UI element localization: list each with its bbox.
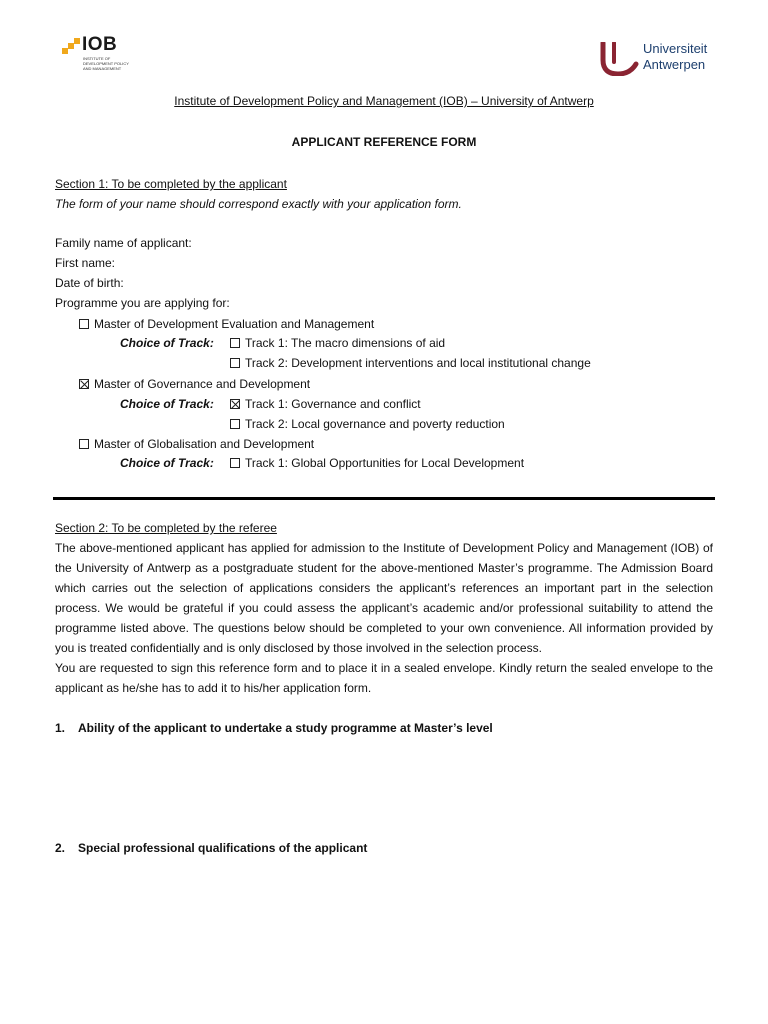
programme-option-mdem[interactable] [79, 317, 374, 331]
institution-heading: Institute of Development Policy and Management (IOB) – University of Antwerp [174, 94, 594, 108]
track-name: Track 1: The macro dimensions of aid [245, 336, 446, 350]
date-of-birth-label: Date of birth: [55, 276, 124, 290]
ua-logo [600, 40, 720, 80]
question-number: 1. [55, 721, 66, 735]
checkbox-icon[interactable] [230, 358, 240, 368]
form-title: APPLICANT REFERENCE FORM [291, 135, 477, 149]
track-option-mgd-1[interactable] [230, 397, 421, 411]
section1-heading: Section 1: To be completed by the applicant [55, 177, 287, 191]
iob-tagline-1: INSTITUTE OF [83, 56, 111, 61]
question-1 [55, 721, 493, 735]
section-divider [53, 497, 715, 500]
track-name: Track 2: Local governance and poverty reduction [245, 417, 505, 431]
section1-note: The form of your name should correspond exactly with your application form. [55, 197, 462, 211]
question-text: Special professional qualifications of the applicant [78, 841, 368, 855]
choice-of-track-label: Choice of Track: [120, 456, 214, 470]
iob-logo-mark-icon [62, 38, 82, 54]
programme-option-mglob[interactable] [79, 437, 314, 451]
iob-wordmark: IOB [82, 34, 118, 55]
section2-paragraph-2: You are requested to sign this reference form and to place it in a sealed envelope. Kindly return the sealed envelope to the applicant as he/she has to add it to his/her application form. [55, 661, 713, 695]
first-name-label: First name: [55, 256, 116, 270]
checkbox-icon[interactable] [79, 439, 89, 449]
programme-name: Master of Globalisation and Development [94, 437, 315, 451]
question-text: Ability of the applicant to undertake a study programme at Master’s level [78, 721, 493, 735]
section2-paragraph-1: The above-mentioned applicant has applied for admission to the Institute of Development Policy and Management (IOB) of the University of Antwerp as a postgraduate student for the above-mentioned Master’s programme. The Admission Board which carries out the selection of applications considers the applicant’s references an important part in the selection process. We would be grateful if you could assess the applicant’s academic and/or professional suitability to attend the programme listed above. The questions below should be completed to your own convenience. All information provided by you is treated confidentially and is only disclosed by those involved in the selection process. [55, 541, 713, 655]
track-option-mgd-2[interactable] [230, 417, 505, 431]
track-name: Track 2: Development interventions and local institutional change [245, 356, 591, 370]
programme-name: Master of Governance and Development [94, 377, 311, 391]
iob-tagline-3: AND MANAGEMENT [83, 66, 122, 71]
question-2 [55, 841, 367, 855]
checked-checkbox-icon[interactable] [230, 399, 240, 409]
iob-logo [62, 36, 142, 76]
checkbox-icon[interactable] [79, 319, 89, 329]
track-name: Track 1: Global Opportunities for Local Development [245, 456, 525, 470]
checkbox-icon[interactable] [230, 458, 240, 468]
family-name-label: Family name of applicant: [55, 236, 192, 250]
choice-of-track-label: Choice of Track: [120, 397, 214, 411]
checked-checkbox-icon[interactable] [79, 379, 89, 389]
programme-option-mgd[interactable] [79, 377, 310, 391]
question-number: 2. [55, 841, 66, 855]
checkbox-icon[interactable] [230, 419, 240, 429]
ua-logo-line-2: Antwerpen [643, 57, 706, 72]
programme-name: Master of Development Evaluation and Management [94, 317, 375, 331]
programme-label: Programme you are applying for: [55, 296, 230, 310]
track-option-mdem-2[interactable] [230, 356, 591, 370]
track-option-mdem-1[interactable] [230, 336, 445, 350]
track-name: Track 1: Governance and conflict [245, 397, 421, 411]
choice-of-track-label: Choice of Track: [120, 336, 214, 350]
section2-heading: Section 2: To be completed by the referee [55, 521, 277, 535]
ua-logo-mark-icon [600, 42, 640, 76]
iob-tagline-2: DEVELOPMENT POLICY [83, 61, 129, 66]
ua-logo-line-1: Universiteit [643, 41, 708, 56]
track-option-mglob-1[interactable] [230, 456, 524, 470]
checkbox-icon[interactable] [230, 338, 240, 348]
